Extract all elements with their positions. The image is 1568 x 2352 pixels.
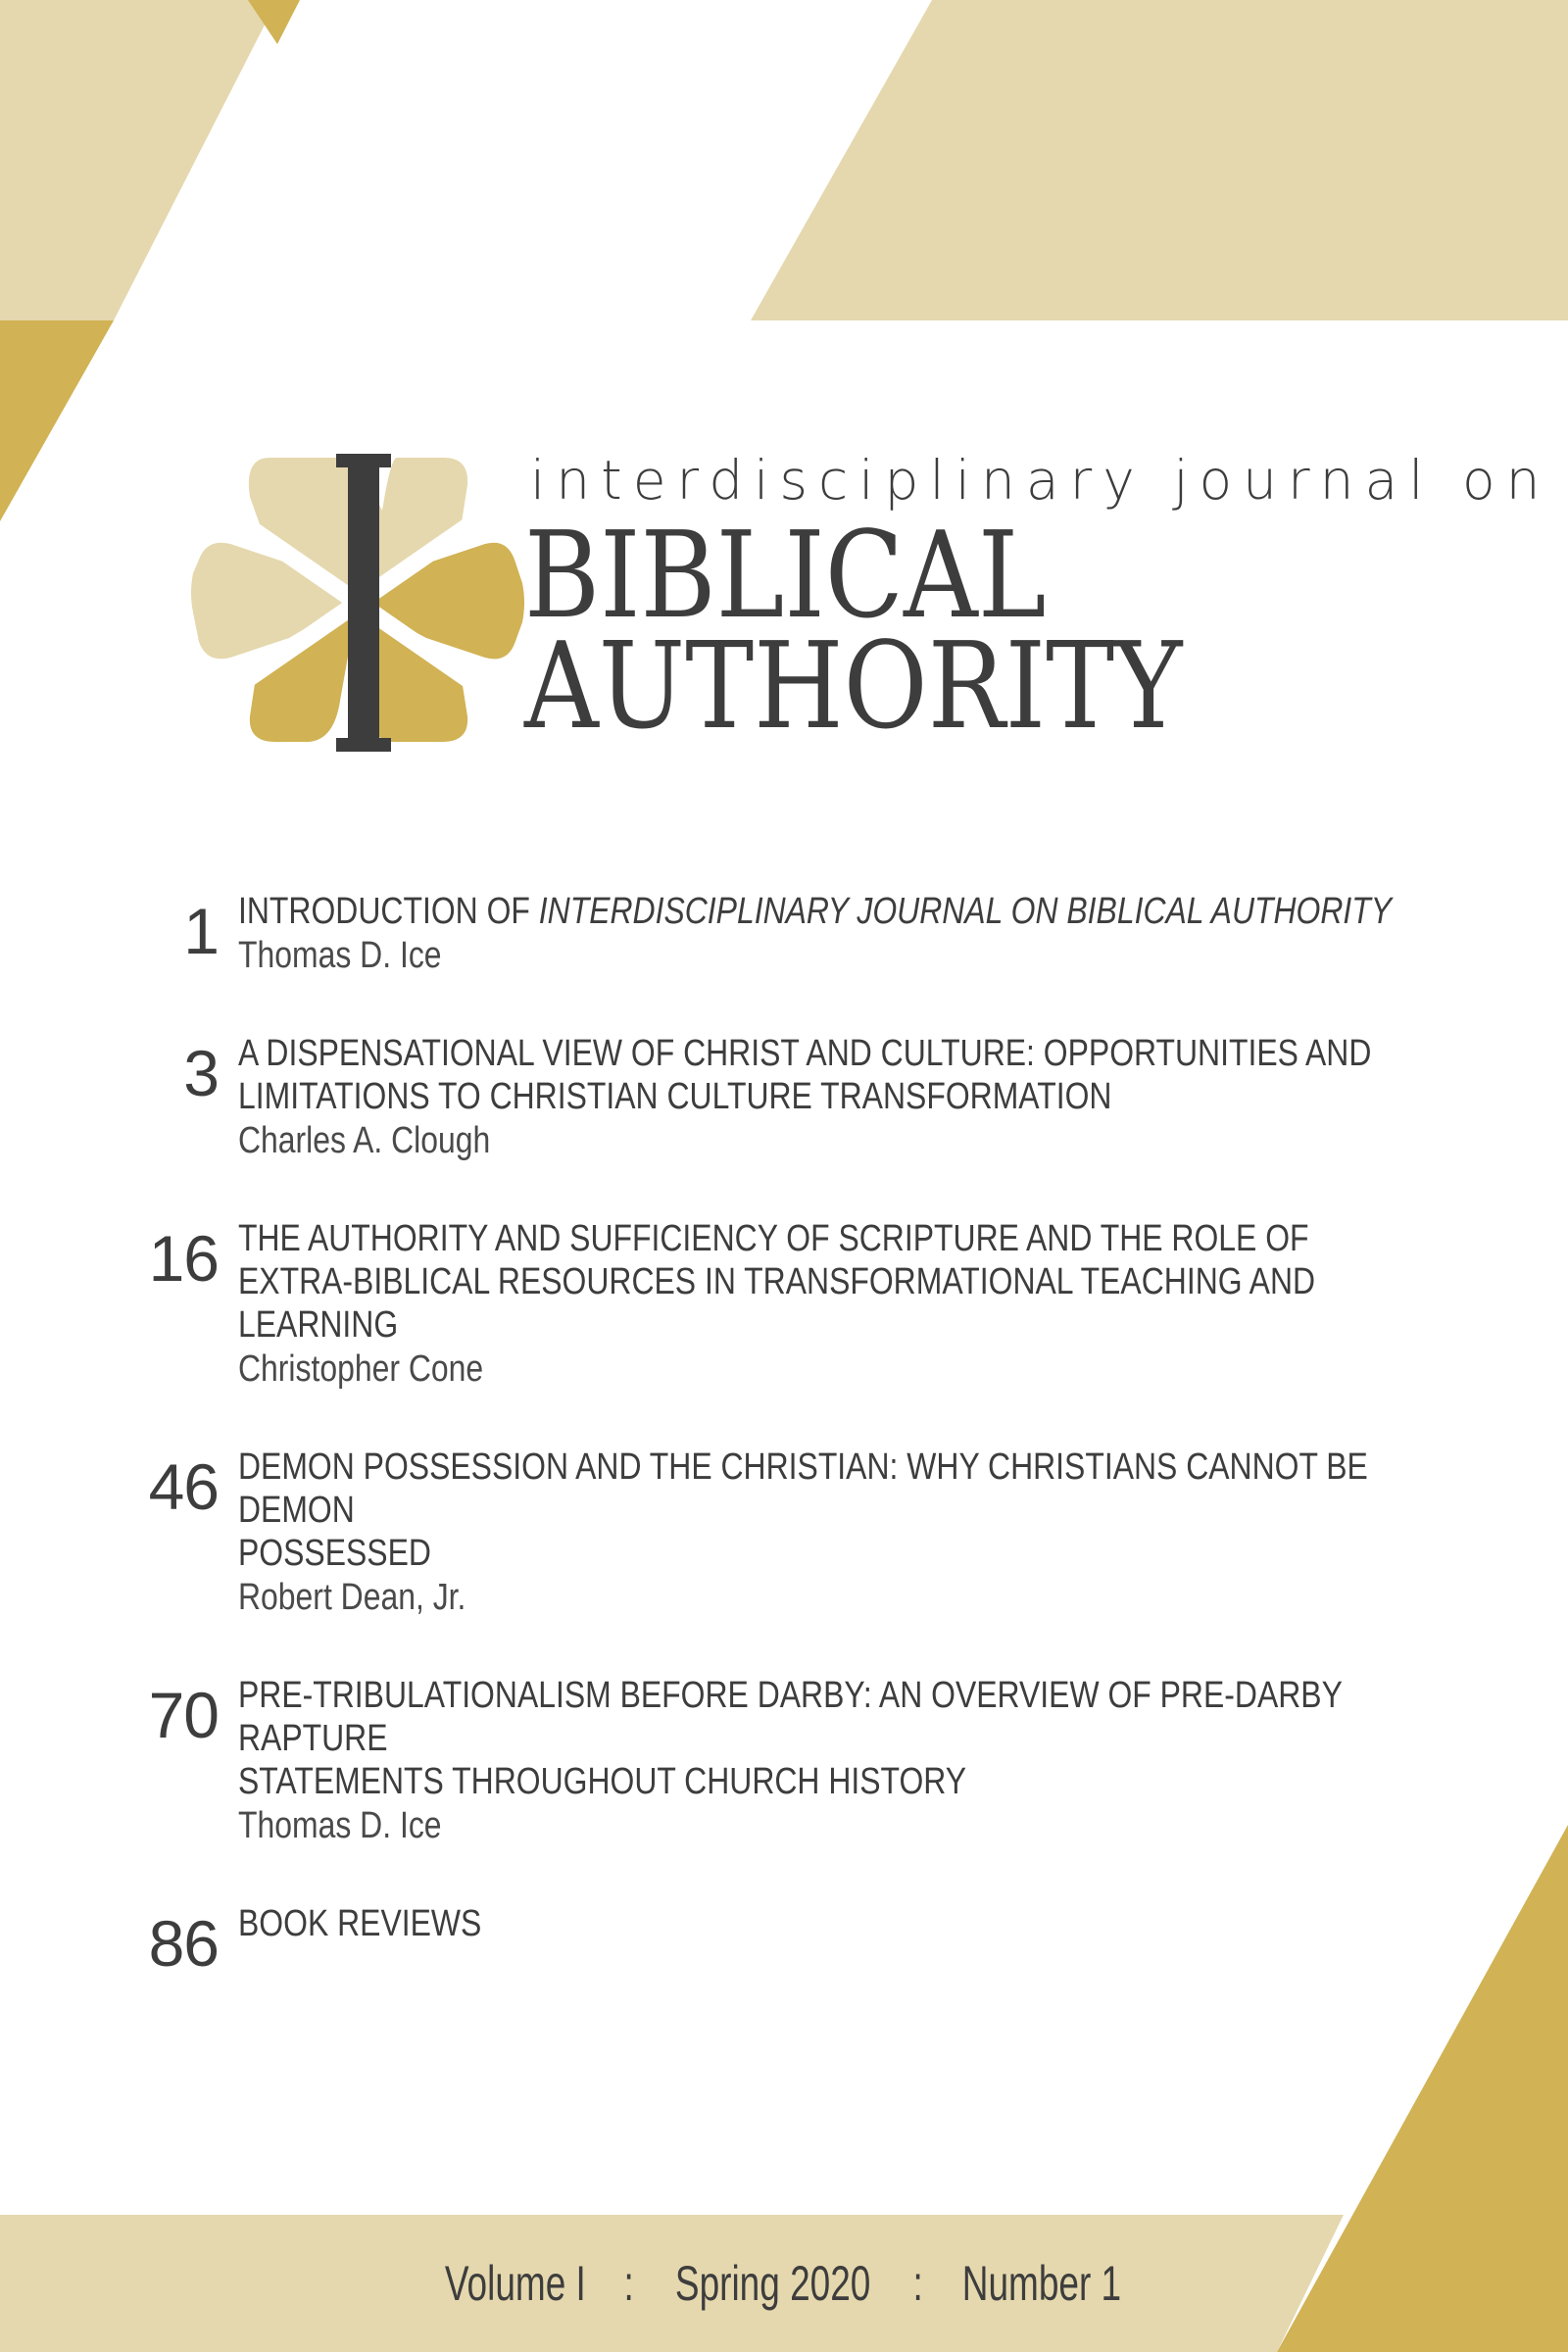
toc-article-author: Thomas D. Ice bbox=[238, 935, 442, 976]
toc-article-title-line-2: POSSESSED bbox=[238, 1533, 431, 1574]
top-right-light-shape bbox=[751, 0, 1568, 320]
left-gold-triangle bbox=[0, 320, 114, 521]
toc-page-number: 46 bbox=[148, 1450, 219, 1523]
cross-flower-logo-icon bbox=[191, 446, 524, 760]
top-left-light-shape bbox=[0, 0, 277, 320]
toc-article-title bbox=[238, 1443, 1448, 1575]
toc-item bbox=[142, 1671, 1475, 1848]
toc-article-title: BOOK REVIEWS bbox=[238, 1903, 482, 1944]
toc-article-title-line-1: A DISPENSATIONAL VIEW OF CHRIST AND CULTURE: OPPORTUNITIES AND bbox=[238, 1033, 1372, 1074]
toc-page-number: 1 bbox=[183, 895, 219, 967]
toc-article-title-line-2: STATEMENTS THROUGHOUT CHURCH HISTORY bbox=[238, 1761, 967, 1802]
toc-article-author: Christopher Cone bbox=[238, 1348, 484, 1390]
masthead bbox=[191, 446, 1551, 760]
toc-article-title bbox=[238, 1029, 1448, 1118]
issue-number: Number 1 bbox=[961, 2256, 1122, 2311]
issue-info bbox=[0, 2249, 1568, 2318]
toc-article-title bbox=[238, 1671, 1448, 1803]
toc-item bbox=[142, 1214, 1475, 1392]
toc-page-number: 3 bbox=[183, 1037, 219, 1109]
toc-item bbox=[142, 1443, 1475, 1620]
issue-volume: Volume I bbox=[445, 2256, 587, 2311]
toc-page-number: 86 bbox=[148, 1907, 219, 1980]
toc-item bbox=[142, 887, 1475, 978]
toc-article-title-line-2: EXTRA-BIBLICAL RESOURCES IN TRANSFORMATIONAL TEACHING AND LEARNING bbox=[238, 1261, 1316, 1346]
issue-separator: : bbox=[623, 2256, 634, 2311]
toc-article-title bbox=[238, 1214, 1448, 1347]
toc-article-title-line-1: THE AUTHORITY AND SUFFICIENCY OF SCRIPTURE AND THE ROLE OF bbox=[238, 1218, 1309, 1259]
toc-item bbox=[142, 1899, 1475, 1980]
toc-article-author: Charles A. Clough bbox=[238, 1120, 491, 1161]
toc-article-title-prefix: INTRODUCTION OF bbox=[238, 891, 539, 932]
journal-title-line-2: AUTHORITY bbox=[524, 616, 1183, 756]
issue-season: Spring 2020 bbox=[675, 2256, 871, 2311]
toc-item bbox=[142, 1029, 1475, 1163]
toc-page-number: 16 bbox=[148, 1222, 219, 1295]
issue-separator: : bbox=[912, 2256, 924, 2311]
toc-article-title-italic: INTERDISCIPLINARY JOURNAL ON BIBLICAL AUTHORITY bbox=[538, 891, 1393, 932]
journal-title-line-1: BIBLICAL bbox=[524, 506, 1047, 645]
toc-article-title-line-2: LIMITATIONS TO CHRISTIAN CULTURE TRANSFORMATION bbox=[238, 1076, 1112, 1117]
toc-article-title bbox=[238, 887, 1448, 933]
toc-article-title-line-1: PRE-TRIBULATIONALISM BEFORE DARBY: AN OVERVIEW OF PRE-DARBY RAPTURE bbox=[238, 1675, 1343, 1759]
toc-article-author: Thomas D. Ice bbox=[238, 1805, 442, 1846]
journal-subtitle: interdisciplinary journal on bbox=[530, 449, 1551, 512]
table-of-contents bbox=[142, 887, 1475, 1996]
toc-page-number: 70 bbox=[148, 1679, 219, 1751]
toc-article-author: Robert Dean, Jr. bbox=[238, 1577, 466, 1618]
toc-article-title-line-1: DEMON POSSESSION AND THE CHRISTIAN: WHY CHRISTIANS CANNOT BE DEMON bbox=[238, 1446, 1368, 1531]
